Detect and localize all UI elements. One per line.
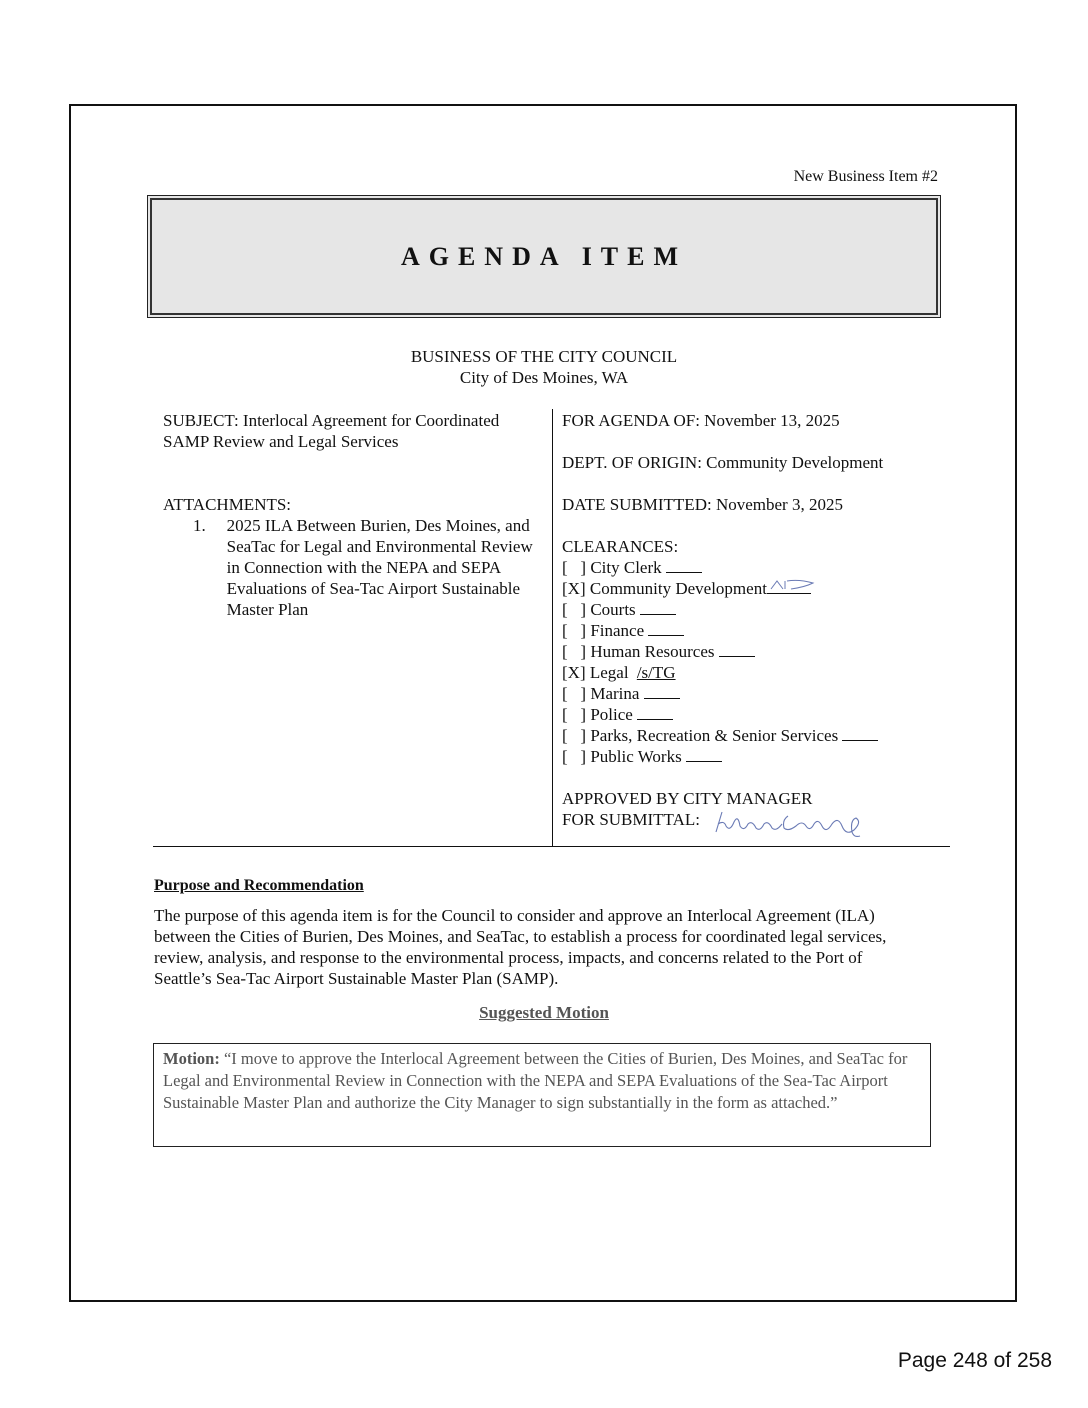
attachments-label: ATTACHMENTS: bbox=[163, 495, 292, 514]
checkbox-mark: [ ] bbox=[562, 642, 587, 661]
checkbox-mark: [X] bbox=[562, 579, 586, 598]
signoff-blank bbox=[640, 600, 676, 615]
legal-signoff: /s/TG bbox=[636, 663, 676, 682]
clearance-parks bbox=[562, 725, 942, 746]
clearance-name: City Clerk bbox=[590, 558, 662, 577]
attachment-number: 1. bbox=[193, 516, 206, 535]
clearance-name: Community Development bbox=[589, 579, 767, 598]
signoff-blank bbox=[637, 705, 673, 720]
checkbox-mark: [ ] bbox=[562, 558, 587, 577]
signoff-blank bbox=[767, 579, 811, 594]
clearance-marina bbox=[562, 683, 942, 704]
clearance-name: Parks, Recreation & Senior Services bbox=[590, 726, 839, 745]
signoff-blank bbox=[686, 747, 722, 762]
purpose-text: The purpose of this agenda item is for the Council to consider and approve an Interlocal Agreement (ILA) between the Cities of Burien, Des Moines, and SeaTac, to establish a process for coordinated legal services, review, analysis, and response to the environmental process, impacts, and concerns related to the Port of Seattle’s Sea-Tac Airport Sustainable Master Plan (SAMP). bbox=[154, 906, 887, 988]
item-number: New Business Item #2 bbox=[793, 168, 938, 185]
clearance-name: Marina bbox=[590, 684, 640, 703]
column-divider bbox=[552, 409, 553, 847]
dept-origin: DEPT. OF ORIGIN: Community Development bbox=[562, 453, 884, 472]
page-number: Page 248 of 258 bbox=[897, 1349, 1052, 1372]
subject: SUBJECT: Interlocal Agreement for Coordinated SAMP Review and Legal Services bbox=[163, 411, 500, 451]
right-column bbox=[562, 410, 942, 830]
clearance-community-development bbox=[562, 578, 942, 599]
signoff-blank bbox=[842, 726, 878, 741]
clearance-name: Finance bbox=[590, 621, 645, 640]
clearance-human-resources bbox=[562, 641, 942, 662]
purpose-title: Purpose and Recommendation bbox=[154, 877, 364, 894]
clearance-name: Police bbox=[590, 705, 633, 724]
approved-label: FOR SUBMITTAL: bbox=[562, 810, 700, 829]
date-submitted: DATE SUBMITTED: November 3, 2025 bbox=[562, 495, 843, 514]
section-divider bbox=[153, 846, 950, 847]
motion-text: “I move to approve the Interlocal Agreement between the Cities of Burien, Des Moines, and SeaTac for Legal and Environmental Review in Connection with the NEPA and SEPA Evaluations of the Sea-Tac Airport Sustainable Master Plan and authorize the City Manager to sign substantially in the form as attached.” bbox=[163, 1049, 908, 1112]
clearances-label: CLEARANCES: bbox=[562, 537, 679, 556]
clearance-city-clerk bbox=[562, 557, 942, 578]
clearance-finance bbox=[562, 620, 942, 641]
clearance-name: Public Works bbox=[590, 747, 682, 766]
clearance-public-works bbox=[562, 746, 942, 767]
signoff-blank bbox=[666, 558, 702, 573]
clearance-name: Courts bbox=[590, 600, 636, 619]
banner-title: AGENDA ITEM bbox=[400, 241, 688, 271]
signoff-blank bbox=[648, 621, 684, 636]
city-name: City of Des Moines, WA bbox=[459, 368, 629, 387]
approved-line1: APPROVED BY CITY MANAGER bbox=[562, 789, 813, 808]
clearance-courts bbox=[562, 599, 942, 620]
attachment-item bbox=[163, 515, 541, 620]
attachments-list bbox=[163, 515, 541, 620]
clearance-police bbox=[562, 704, 942, 725]
signoff-blank bbox=[644, 684, 680, 699]
city-manager-signature-icon bbox=[712, 806, 868, 840]
attachment-text: 2025 ILA Between Burien, Des Moines, and SeaTac for Legal and Environmental Review in Connection with the NEPA and SEPA Evaluations of Sea-Tac Airport Sustainable Master Plan bbox=[226, 516, 533, 619]
checkbox-mark: [ ] bbox=[562, 705, 587, 724]
council-heading: BUSINESS OF THE CITY COUNCIL bbox=[410, 347, 678, 366]
clearance-name: Legal bbox=[589, 663, 629, 682]
left-column bbox=[163, 410, 541, 620]
signoff-blank bbox=[719, 642, 755, 657]
checkbox-mark: [ ] bbox=[562, 726, 587, 745]
checkbox-mark: [ ] bbox=[562, 684, 587, 703]
suggested-motion-title: Suggested Motion bbox=[479, 1003, 609, 1022]
checkbox-mark: [X] bbox=[562, 663, 586, 682]
motion-box bbox=[153, 1043, 931, 1147]
initials-signature-icon bbox=[769, 577, 819, 593]
checkbox-mark: [ ] bbox=[562, 747, 587, 766]
motion-label: Motion: bbox=[163, 1049, 220, 1068]
checkbox-mark: [ ] bbox=[562, 600, 587, 619]
agenda-banner-inner bbox=[150, 198, 938, 315]
agenda-banner bbox=[147, 195, 941, 318]
clearance-legal bbox=[562, 662, 942, 683]
checkbox-mark: [ ] bbox=[562, 621, 587, 640]
agenda-of: FOR AGENDA OF: November 13, 2025 bbox=[562, 411, 840, 430]
clearance-name: Human Resources bbox=[590, 642, 715, 661]
